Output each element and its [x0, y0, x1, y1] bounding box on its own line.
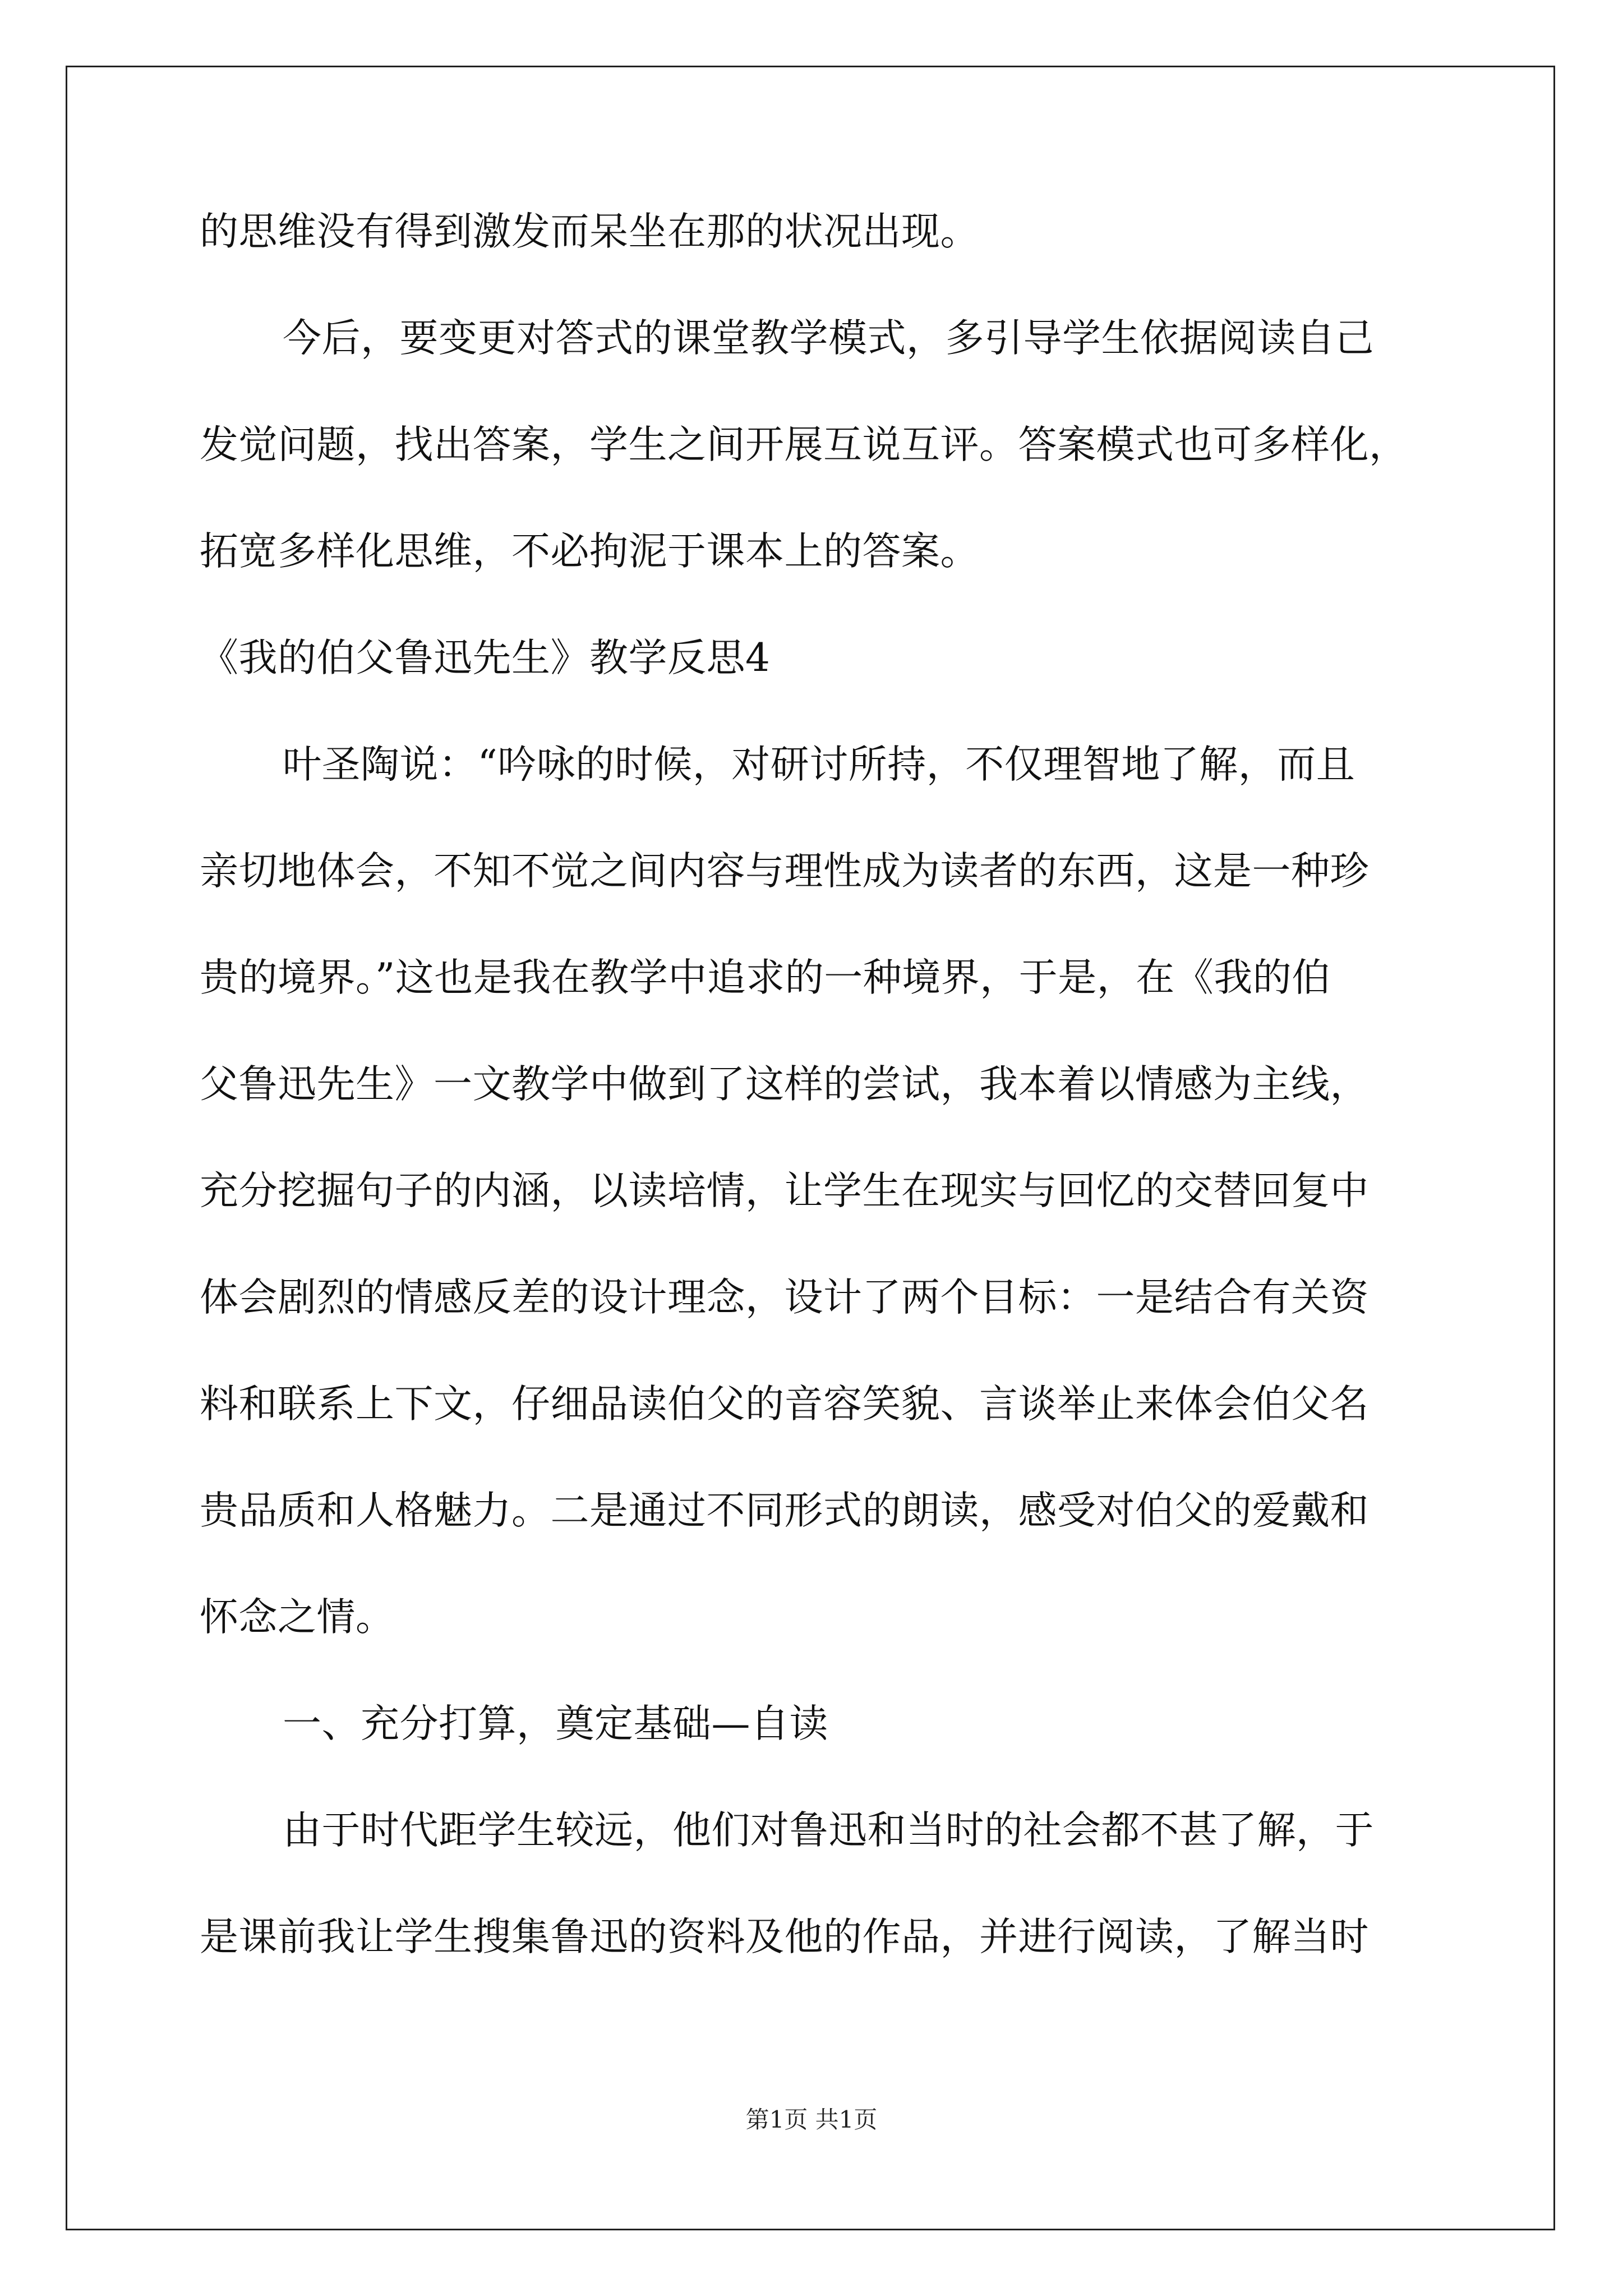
text-line: 父鲁迅先生》一文教学中做到了这样的尝试，我本着以情感为主线， [200, 1062, 1369, 1107]
page-footer: 第1页 共1页 [745, 2106, 878, 2133]
text-line: 贵的境界。”这也是我在教学中追求的一种境界，于是，在《我的伯 [200, 955, 1331, 1000]
text-line: 怀念之情。 [200, 1595, 395, 1640]
text-line: 亲切地体会，不知不觉之间内容与理性成为读者的东西，这是一种珍 [200, 849, 1369, 894]
text-line: 贵品质和人格魅力。二是通过不同形式的朗读，感受对伯父的爱戴和 [200, 1488, 1369, 1533]
text-line: 充分挖掘句子的内涵，以读培情，让学生在现实与回忆的交替回复中 [200, 1168, 1369, 1213]
text-line: 是课前我让学生搜集鲁迅的资料及他的作品，并进行阅读，了解当时 [200, 1915, 1369, 1959]
text-line: 料和联系上下文，仔细品读伯父的音容笑貌、言谈举止来体会伯父名 [200, 1382, 1369, 1427]
text-line: 发觉问题，找出答案，学生之间开展互说互评。答案模式也可多样化， [200, 422, 1408, 467]
text-line: 叶圣陶说：“吟咏的时候，对研讨所持，不仅理智地了解，而且 [283, 742, 1355, 787]
text-line: 由于时代距学生较远，他们对鲁迅和当时的社会都不甚了解，于 [283, 1808, 1374, 1853]
text-line: 体会剧烈的情感反差的设计理念，设计了两个目标：一是结合有关资 [200, 1275, 1369, 1320]
subsection-heading: 一、充分打算，奠定基础—自读 [283, 1701, 828, 1746]
text-line: 今后，要变更对答式的课堂教学模式，多引导学生依据阅读自己 [283, 316, 1374, 361]
text-line: 的思维没有得到激发而呆坐在那的状况出现。 [200, 209, 979, 254]
text-line: 拓宽多样化思维，不必拘泥于课本上的答案。 [200, 529, 979, 574]
section-heading: 《我的伯父鲁迅先生》教学反思4 [200, 636, 771, 680]
document-body [200, 209, 1422, 2021]
